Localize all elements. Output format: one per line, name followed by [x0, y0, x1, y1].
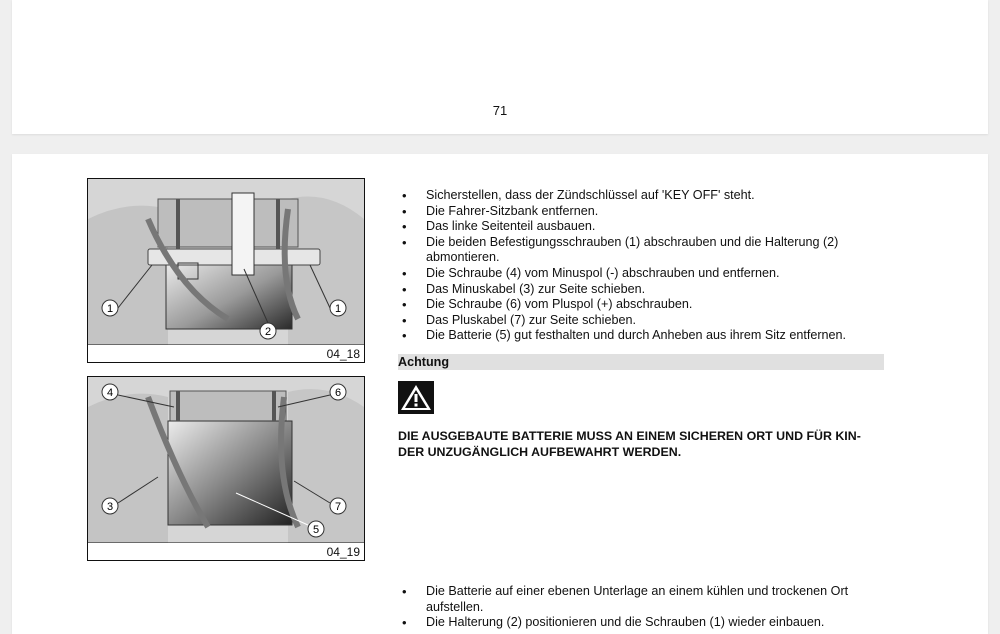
warning-text-line: DIE AUSGEBAUTE BATTERIE MUSS AN EINEM SICHEREN ORT UND FÜR KIN-	[398, 429, 861, 443]
battery-terminals-illustration	[88, 377, 364, 543]
battery-bracket-illustration	[88, 179, 364, 345]
figure-battery-bracket	[87, 178, 365, 363]
manual-page	[12, 154, 988, 634]
install-steps-list	[398, 584, 888, 631]
callout-6: 6	[334, 387, 342, 399]
list-item: • Die Halterung (2) positionieren und die Schrauben (1) wieder einbauen.	[398, 615, 888, 631]
removal-steps-section	[398, 188, 888, 344]
list-item: • Die Batterie (5) gut festhalten und durch Anheben aus ihrem Sitz entfernen.	[398, 328, 888, 344]
callout-3: 3	[106, 501, 114, 513]
callout-2: 2	[264, 326, 272, 338]
callout-5: 5	[312, 524, 320, 536]
warning-text	[398, 428, 888, 460]
page-number: 71	[492, 103, 508, 118]
figure-label: 04_19	[326, 545, 360, 559]
list-item: • Die Batterie auf einer ebenen Unterlage an einem kühlen und trockenen Ort aufstellen.	[398, 584, 888, 615]
callout-7: 7	[334, 501, 342, 513]
callout-4: 4	[106, 387, 114, 399]
callout-1-right: 1	[334, 303, 342, 315]
list-item: • Die Schraube (4) vom Minuspol (-) abschrauben und entfernen.	[398, 266, 888, 282]
figure-label: 04_18	[326, 347, 360, 361]
list-item: • Das Pluskabel (7) zur Seite schieben.	[398, 313, 888, 329]
list-item: • Das Minuskabel (3) zur Seite schieben.	[398, 282, 888, 298]
list-item: • Die beiden Befestigungsschrauben (1) abschrauben und die Halterung (2) abmontieren.	[398, 235, 888, 266]
warning-heading: Achtung	[398, 354, 884, 370]
removal-steps-list	[398, 188, 888, 344]
list-item: • Das linke Seitenteil ausbauen.	[398, 219, 888, 235]
previous-page	[12, 0, 988, 134]
list-item: • Die Schraube (6) vom Pluspol (+) abschrauben.	[398, 297, 888, 313]
figure-battery-terminals	[87, 376, 365, 561]
callout-1-left: 1	[106, 303, 114, 315]
list-item: • Sicherstellen, dass der Zündschlüssel auf 'KEY OFF' steht.	[398, 188, 888, 204]
warning-text-line: DER UNZUGÄNGLICH AUFBEWAHRT WERDEN.	[398, 445, 682, 459]
install-steps-section	[398, 584, 888, 631]
warning-triangle-icon	[398, 381, 434, 419]
list-item: • Die Fahrer-Sitzbank entfernen.	[398, 204, 888, 220]
